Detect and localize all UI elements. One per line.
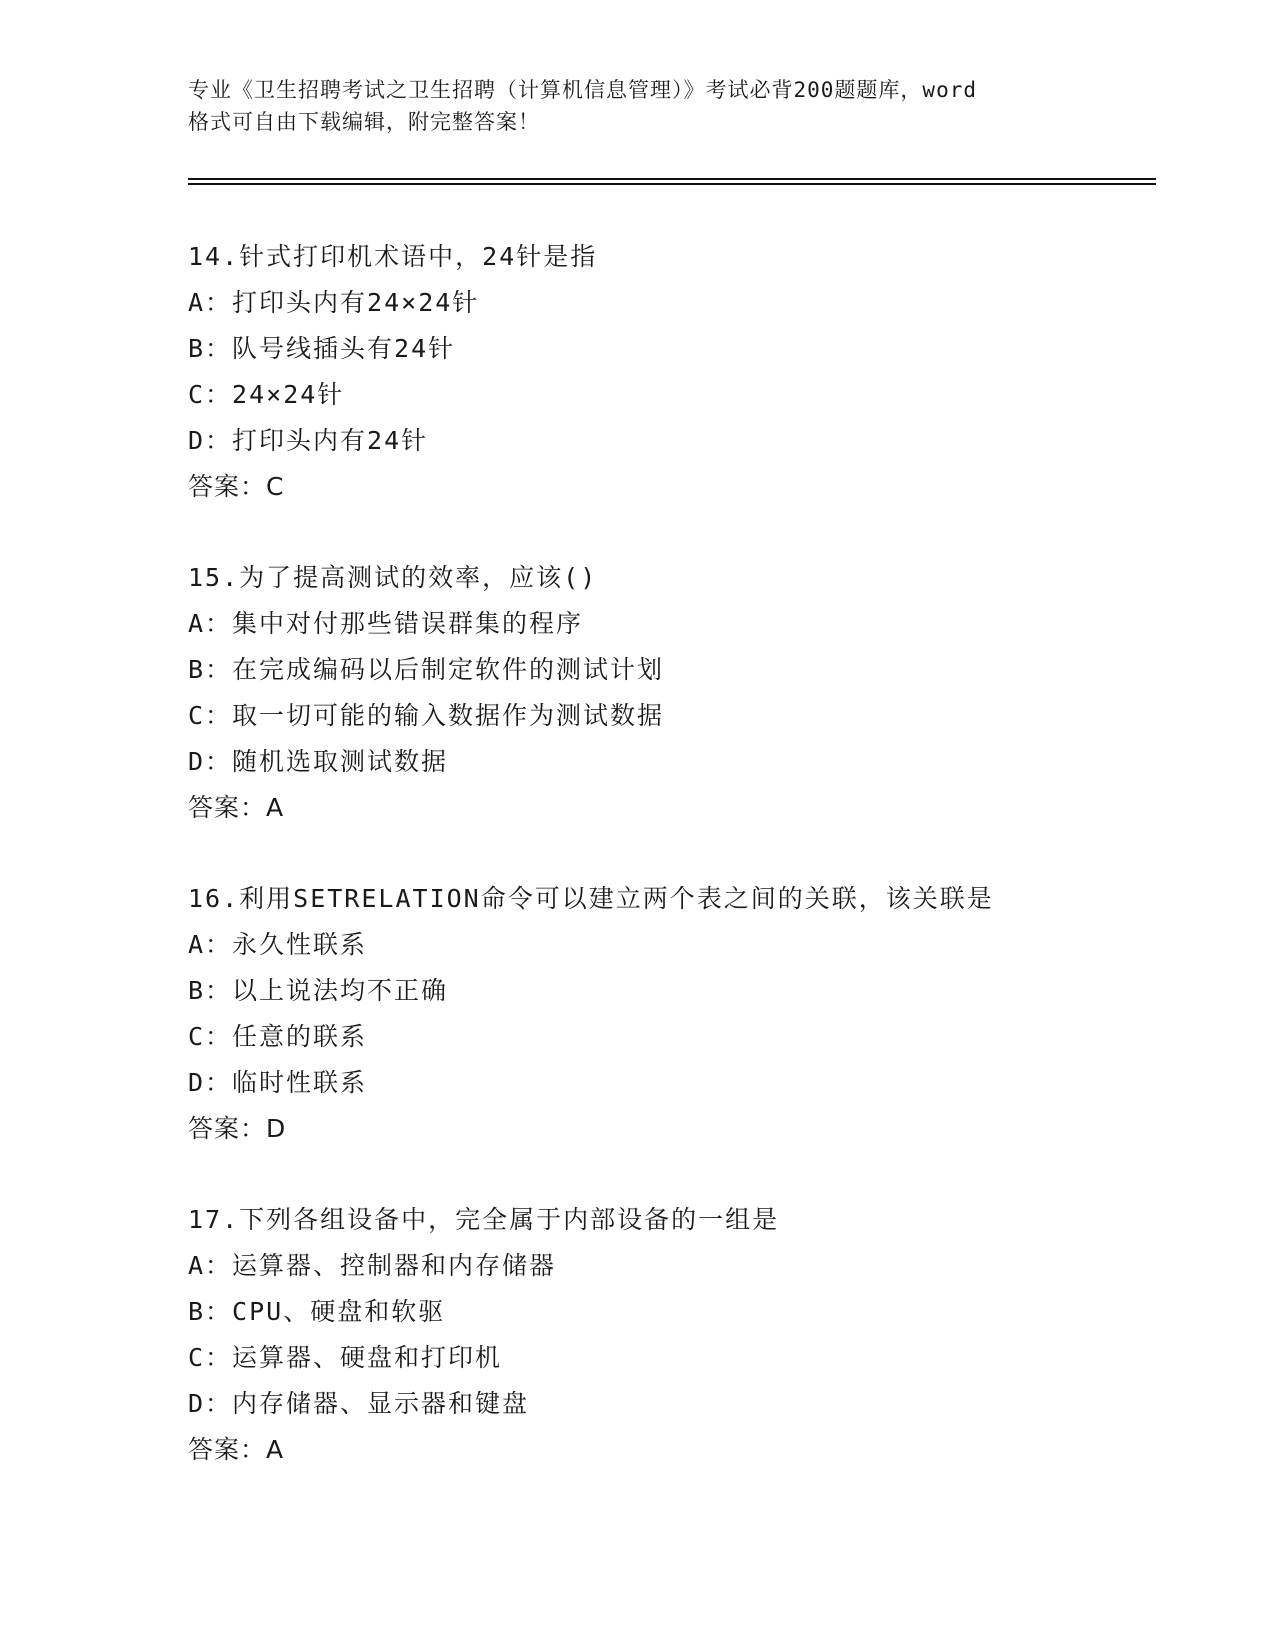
option-c: C：运算器、硬盘和打印机: [188, 1343, 503, 1372]
option-a: A：运算器、控制器和内存储器: [188, 1251, 557, 1280]
option-c: C：任意的联系: [188, 1022, 368, 1051]
header-line-2: 格式可自由下载编辑，附完整答案！: [188, 110, 540, 134]
question-stem: 14.针式打印机术语中，24针是指: [188, 242, 598, 271]
option-d: D：打印头内有24针: [188, 426, 429, 455]
option-b: B：CPU、硬盘和软驱: [188, 1297, 446, 1326]
option-c: C：取一切可能的输入数据作为测试数据: [188, 701, 665, 730]
question-stem: 16.利用SETRELATION命令可以建立两个表之间的关联，该关联是: [188, 884, 994, 913]
option-d: D：随机选取测试数据: [188, 747, 449, 776]
header-divider-top: [188, 178, 1156, 180]
option-a: A：集中对付那些错误群集的程序: [188, 609, 584, 638]
question-stem: 17.下列各组设备中，完全属于内部设备的一组是: [188, 1205, 780, 1234]
header-divider-bottom: [188, 183, 1156, 185]
option-b: B：队号线插头有24针: [188, 334, 456, 363]
answer-text: 答案：A: [188, 1435, 285, 1464]
header-line-1: 专业《卫生招聘考试之卫生招聘（计算机信息管理）》考试必背200题题库，word: [188, 78, 977, 102]
option-d: D：临时性联系: [188, 1068, 368, 1097]
document-header: [188, 74, 1088, 138]
answer-text: 答案：C: [188, 472, 285, 501]
answer-text: 答案：D: [188, 1114, 287, 1143]
option-a: A：永久性联系: [188, 930, 368, 959]
option-b: B：以上说法均不正确: [188, 976, 449, 1005]
option-a: A：打印头内有24×24针: [188, 288, 480, 317]
option-d: D：内存储器、显示器和键盘: [188, 1389, 530, 1418]
question-block: [188, 555, 1148, 831]
question-stem: 15.为了提高测试的效率，应该(): [188, 563, 598, 592]
answer-text: 答案：A: [188, 793, 285, 822]
question-block: [188, 234, 1148, 510]
option-b: B：在完成编码以后制定软件的测试计划: [188, 655, 665, 684]
question-block: [188, 876, 1148, 1152]
option-c: C：24×24针: [188, 380, 345, 409]
question-block: [188, 1197, 1148, 1473]
